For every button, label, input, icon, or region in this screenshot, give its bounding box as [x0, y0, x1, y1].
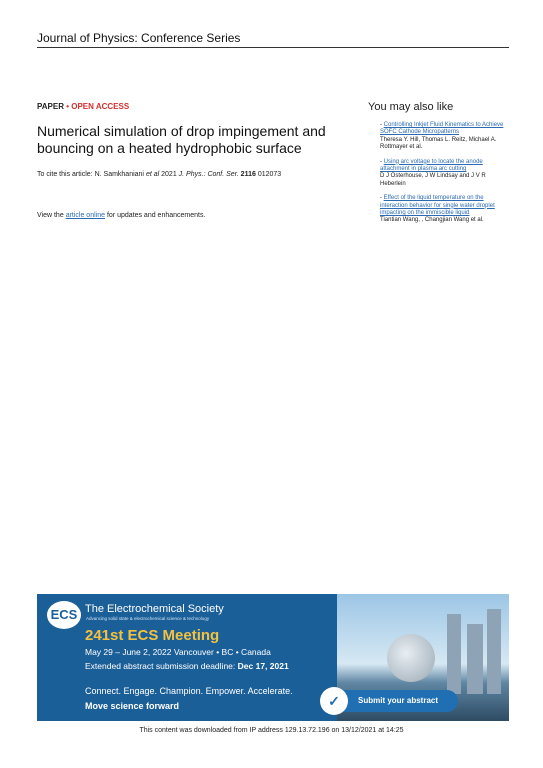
open-access-label: OPEN ACCESS	[71, 102, 130, 111]
related-item-title[interactable]: Controlling Inkjet Fluid Kinematics to Achieve SOFC Cathode Micropatterns	[380, 122, 504, 136]
ecs-logo: ECS	[47, 601, 81, 629]
building	[447, 614, 461, 694]
journal-name: Journal of Physics: Conference Series	[37, 31, 241, 45]
related-item: - Using arc voltage to locate the anode attachment in plasma arc cutting D J Osterhouse, J W Lindsay and J V R Heberlein	[380, 158, 486, 187]
society-tagline: Advancing solid state & electrochemical science & technology	[86, 616, 210, 621]
building	[487, 609, 501, 694]
download-footer: This content was downloaded from IP address 129.13.72.196 on 13/12/2021 at 14:25	[139, 727, 404, 734]
society-name: The Electrochemical Society	[85, 603, 224, 615]
related-item: - Controlling Inkjet Fluid Kinematics to Achieve SOFC Cathode Micropatterns Theresa Y. Hill, Thomas L. Reitz, Michael A. Rottmayer et al.	[380, 122, 504, 151]
header-rule	[37, 47, 509, 48]
deadline	[85, 661, 289, 671]
cite-volume: 2116	[240, 171, 256, 178]
related-item-title[interactable]: Effect of the liquid temperature on the interaction behavior for single water droplet impacting on the immiscible liquid	[380, 195, 495, 217]
deadline-date: Dec 17, 2021	[237, 661, 289, 671]
citation	[37, 170, 357, 180]
cite-year: 2021	[161, 171, 177, 178]
related-list	[380, 122, 510, 232]
check-icon: ✓	[320, 687, 348, 715]
meeting-dates: May 29 – June 2, 2022 Vancouver • BC • Canada	[85, 647, 271, 657]
view-online	[37, 212, 205, 219]
related-item-title[interactable]: Using arc voltage to locate the anode attachment in plasma arc cutting	[380, 158, 483, 173]
deadline-prefix: Extended abstract submission deadline:	[85, 661, 236, 671]
related-item: - Effect of the liquid temperature on the interaction behavior for single water droplet impacting on the immiscible liquid Tiantian Wang, , Changjian Wang et al.	[380, 195, 495, 224]
article-online-link[interactable]: article online	[65, 212, 105, 219]
related-item-authors: Tiantian Wang, , Changjian Wang et al.	[380, 217, 484, 224]
paper-label: PAPER	[37, 102, 64, 111]
science-world-dome	[387, 634, 435, 682]
view-prefix: View the	[37, 212, 64, 219]
meeting-title: 241st ECS Meeting	[85, 627, 220, 644]
related-heading: You may also like	[368, 101, 454, 113]
paper-title: Numerical simulation of drop impingement and bouncing on a heated hydrophobic surface	[37, 123, 326, 156]
related-item-authors: D J Osterhouse, J W Lindsay and J V R Heberlein	[380, 173, 486, 187]
cite-etal: et al	[145, 171, 160, 178]
submit-abstract-button[interactable]: Submit your abstract	[322, 690, 458, 712]
cite-prefix: To cite this article: N. Samkhaniani	[37, 171, 144, 178]
separator: •	[66, 102, 70, 111]
banner-text-panel	[37, 594, 337, 721]
related-item-authors: Theresa Y. Hill, Thomas L. Reitz, Michael A. Rottmayer et al.	[380, 136, 497, 151]
building	[467, 624, 483, 694]
move-slogan: Move science forward	[85, 701, 180, 711]
cite-page: 012073	[257, 171, 282, 178]
connect-slogan: Connect. Engage. Champion. Empower. Accelerate.	[85, 686, 293, 696]
view-suffix: for updates and enhancements.	[106, 212, 206, 219]
cite-journal: J. Phys.: Conf. Ser.	[178, 171, 239, 178]
paper-type	[37, 102, 129, 111]
ecs-banner[interactable]	[37, 594, 509, 721]
